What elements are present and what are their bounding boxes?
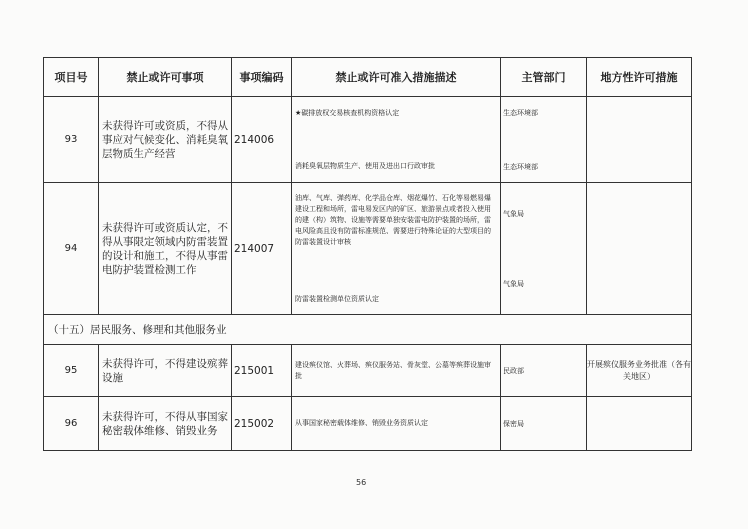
dept-line: 气象局	[503, 279, 524, 288]
row-no: 94	[44, 183, 99, 315]
row-local	[587, 183, 692, 315]
desc-line: ★碳排放权交易核查机构资格认定	[295, 108, 400, 117]
row-local: 开展殡仪服务业务批准（各有关地区）	[587, 345, 692, 397]
row-local	[587, 397, 692, 451]
row-item: 未获得许可或资质认定，不得从事限定领域内防雷装置的设计和施工，不得从事雷电防护装置检测工作	[99, 183, 232, 315]
row-no: 96	[44, 397, 99, 451]
row-dept	[501, 183, 587, 315]
row-item: 未获得许可，不得从事国家秘密载体维修、销毁业务	[99, 397, 232, 451]
dept-line: 生态环境部	[503, 108, 538, 117]
header-desc: 禁止或许可准入措施描述	[292, 58, 501, 97]
table-row	[44, 397, 692, 451]
table-row	[44, 97, 692, 183]
row-dept: 保密局	[501, 397, 587, 451]
row-no: 93	[44, 97, 99, 183]
permit-table	[43, 57, 692, 451]
dept-line: 生态环境部	[503, 162, 538, 171]
header-dept: 主管部门	[501, 58, 587, 97]
dept-line: 气象局	[503, 209, 524, 218]
row-code: 215001	[232, 345, 292, 397]
section-title: （十五）居民服务、修理和其他服务业	[44, 315, 692, 345]
row-dept: 民政部	[501, 345, 587, 397]
row-item: 未获得许可，不得建设殡葬设施	[99, 345, 232, 397]
row-item: 未获得许可或资质，不得从事应对气候变化、消耗臭氧层物质生产经营	[99, 97, 232, 183]
row-no: 95	[44, 345, 99, 397]
row-code: 214007	[232, 183, 292, 315]
desc-line: 防雷装置检测单位资质认定	[295, 294, 379, 303]
row-code: 214006	[232, 97, 292, 183]
row-desc: 建设殡仪馆、火葬场、殡仪服务站、骨灰堂、公墓等殡葬设施审批	[292, 345, 501, 397]
row-desc: 从事国家秘密载体维修、销毁业务资质认定	[292, 397, 501, 451]
header-item: 禁止或许可事项	[99, 58, 232, 97]
desc-line: 油库、气库、弹药库、化学品仓库、烟花爆竹、石化等易燃易爆建设工程和场所，雷电易发区内的矿区、旅游景点或者投入使用的建（构）筑物、设施等需要单独安装雷电防护装置的场所，雷电风险高且没有防雷标准规范、需要进行特殊论证的大型项目的防雷装置设计审核	[295, 193, 491, 246]
row-desc	[292, 97, 501, 183]
table-row	[44, 345, 692, 397]
row-desc	[292, 183, 501, 315]
row-dept	[501, 97, 587, 183]
header-code: 事项编码	[232, 58, 292, 97]
desc-line: 消耗臭氧层物质生产、使用及进出口行政审批	[295, 161, 435, 170]
header-local: 地方性许可措施	[587, 58, 692, 97]
row-local	[587, 97, 692, 183]
header-row	[44, 58, 692, 97]
row-code: 215002	[232, 397, 292, 451]
table-row	[44, 183, 692, 315]
section-row	[44, 315, 692, 345]
page-number: 56	[356, 478, 367, 487]
header-no: 项目号	[44, 58, 99, 97]
